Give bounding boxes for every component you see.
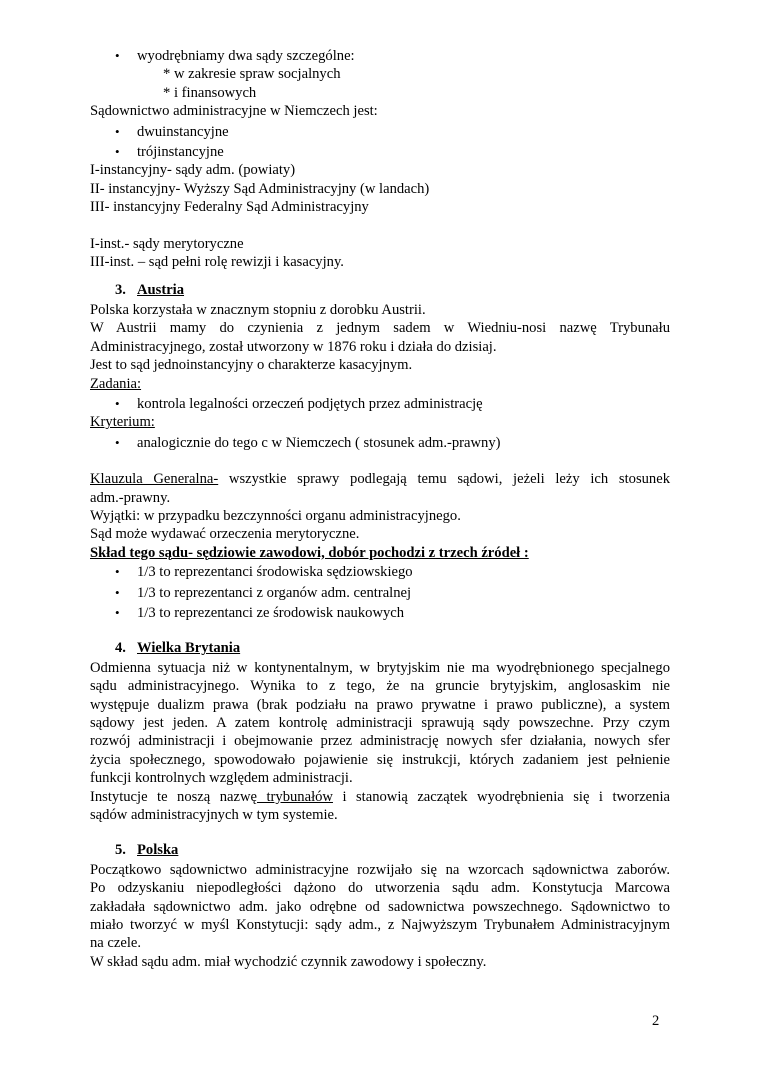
list-item: • analogicznie do tego c w Niemczech ( stosunek adm.-prawny) bbox=[90, 434, 670, 452]
list-item: • trójinstancyjne bbox=[90, 143, 670, 161]
instance-1: I-instancyjny- sądy adm. (powiaty) bbox=[90, 162, 296, 179]
paragraph-line: sądowy jest jeden. A zatem kontrolę administracji sprawują sądy powszechne. Przy czym bbox=[90, 715, 670, 731]
tasks-label: Zadania: bbox=[90, 375, 142, 392]
list-item: • 1/3 to reprezentanci z organów adm. centralnej bbox=[90, 584, 670, 602]
paragraph-line: Po odzyskaniu niepodległości dążono do utworzenia sądu adm. Konstytucja Marcowa bbox=[90, 880, 670, 897]
composition-heading: Skład tego sądu- sędziowie zawodowi, dobór pochodzi z trzech źródeł : bbox=[90, 544, 529, 561]
text-run: Instytucje te noszą nazwę bbox=[90, 788, 258, 805]
poland-paragraph bbox=[90, 861, 670, 971]
clause-label: Klauzula Generalna- bbox=[90, 471, 219, 488]
paragraph-line: sądu administracyjnego. Wynika to z tego, że na gruncie brytyjskim, anglosaskim nie bbox=[90, 678, 670, 695]
paragraph-line: zakładała sądownictwo adm. jako odrębne od sadownictwa powszechnego. Sądownictwo to bbox=[90, 898, 670, 915]
list-item: • 1/3 to reprezentanci ze środowisk naukowych bbox=[90, 604, 670, 622]
paragraph-line: Początkowo sądownictwo administracyjne rozwijało się na wzorcach sądownictwa zaborów. bbox=[90, 861, 670, 878]
paragraph-line: rozwój administracji i obejmowanie przez administrację nowych sfer działania, nowych sfer bbox=[90, 733, 670, 750]
paragraph-line: miało tworzyć w myśl Konstytucji: sądy adm., z Najwyższym Trybunałem Administracyjnym bbox=[90, 917, 670, 934]
section-heading-britain bbox=[90, 639, 670, 657]
paragraph: Wyjątki: w przypadku bezczynności organu administracyjnego. bbox=[90, 507, 461, 524]
instance-2: II- instancyjny- Wyższy Sąd Administracyjny (w landach) bbox=[90, 180, 430, 197]
text-run: i stanowią zaczątek wyodrębnienia się i tworzenia bbox=[332, 788, 670, 805]
sub-item-social: * w zakresie spraw socjalnych bbox=[163, 66, 341, 83]
paragraph-line: W skład sądu adm. miał wychodzić czynnik zawodowy i społeczny. bbox=[90, 953, 487, 970]
paragraph-line: występuje dualizm prawa (brak podziału na prawo prywatne i prawo publiczne), a system bbox=[90, 696, 670, 713]
clause-text: wszystkie sprawy podlegają temu sądowi, jeżeli leży ich stosunek bbox=[218, 471, 670, 488]
paragraph: Administracyjnego, został utworzony w 1876 roku i działa do dzisiaj. bbox=[90, 338, 497, 355]
paragraph-line bbox=[90, 788, 670, 806]
list-item: • dwuinstancyjne bbox=[90, 123, 670, 141]
criterion-label: Kryterium: bbox=[90, 414, 155, 431]
page-number: 2 bbox=[652, 1013, 660, 1029]
tribunals-term: trybunałów bbox=[257, 788, 333, 805]
list-item: • kontrola legalności orzeczeń podjętych przez administrację bbox=[90, 395, 670, 413]
list-item: • wyodrębniamy dwa sądy szczególne: bbox=[90, 47, 670, 65]
instance-cassation: III-inst. – sąd pełni rolę rewizji i kasacyjny. bbox=[90, 254, 344, 271]
section-number: 3. bbox=[115, 282, 126, 299]
paragraph-line: Odmienna sytuacja niż w kontynentalnym, w brytyjskim nie ma wyodrębnionego specjalnego bbox=[90, 659, 670, 676]
paragraph: Sąd może wydawać orzeczenia merytoryczne. bbox=[90, 526, 360, 543]
paragraph-line: sądów administracyjnych w tym systemie. bbox=[90, 807, 338, 824]
instance-merit: I-inst.- sądy merytoryczne bbox=[90, 235, 244, 252]
section-title: Polska bbox=[137, 842, 179, 859]
section-number: 5. bbox=[115, 842, 126, 859]
germany-intro: Sądownictwo administracyjne w Niemczech jest: bbox=[90, 103, 378, 120]
paragraph: Polska korzystała w znacznym stopniu z dorobku Austrii. bbox=[90, 301, 426, 318]
general-clause bbox=[90, 470, 670, 488]
paragraph: adm.-prawny. bbox=[90, 489, 171, 506]
section-heading-poland bbox=[90, 841, 670, 859]
section-number: 4. bbox=[115, 640, 126, 657]
instance-3: III- instancyjny Federalny Sąd Administracyjny bbox=[90, 199, 369, 216]
paragraph: W Austrii mamy do czynienia z jednym sadem w Wiedniu-nosi nazwę Trybunału bbox=[90, 320, 670, 337]
section-title: Wielka Brytania bbox=[137, 640, 241, 657]
paragraph-line: życia społecznego, spowodowało pojawienie się instrukcji, których zadaniem jest pełnienie bbox=[90, 751, 670, 768]
paragraph-line: funkcji kontrolnych względem administracji. bbox=[90, 770, 353, 787]
paragraph-line: na czele. bbox=[90, 935, 142, 952]
britain-paragraph bbox=[90, 659, 670, 825]
sub-item-financial: * i finansowych bbox=[163, 84, 257, 101]
document-page bbox=[90, 47, 670, 971]
section-title: Austria bbox=[137, 282, 185, 299]
section-heading-austria bbox=[90, 281, 670, 299]
paragraph: Jest to sąd jednoinstancyjny o charakterze kasacyjnym. bbox=[90, 357, 413, 374]
list-item: • 1/3 to reprezentanci środowiska sędziowskiego bbox=[90, 563, 670, 581]
